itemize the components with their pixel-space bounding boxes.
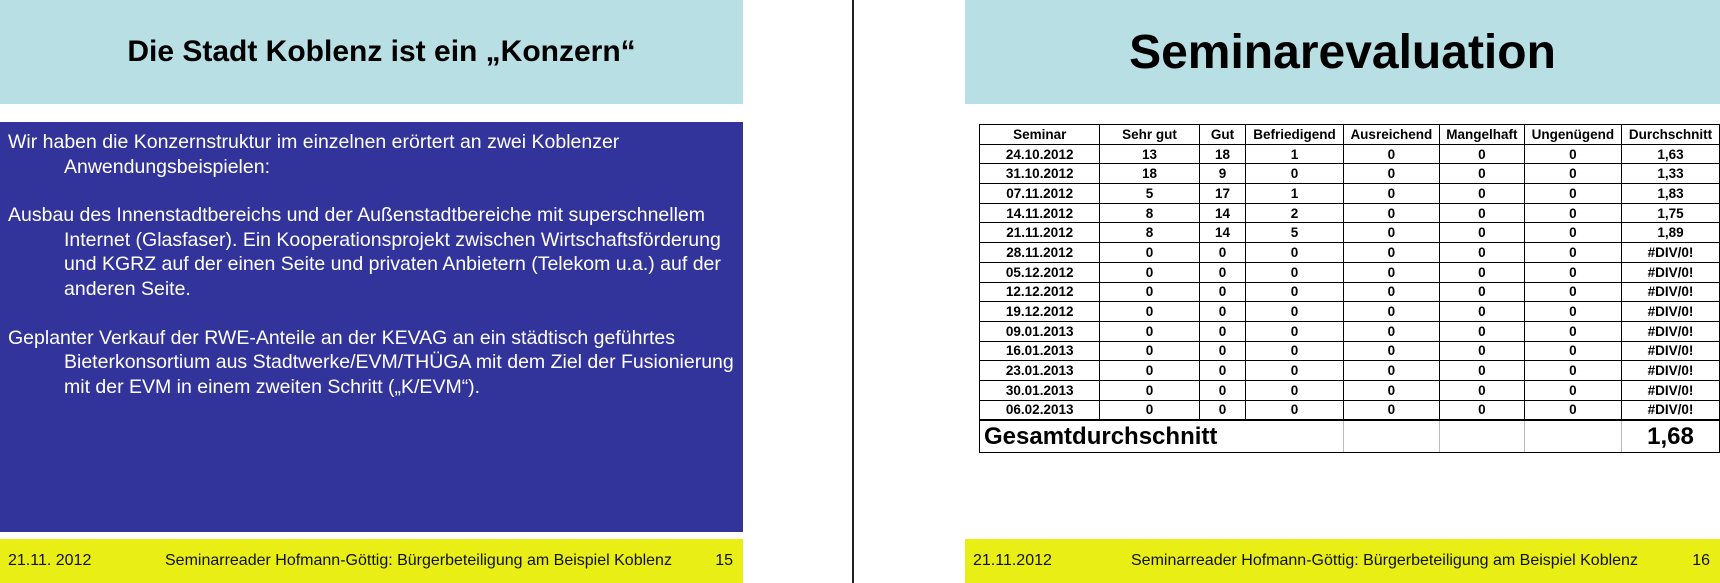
table-row xyxy=(980,164,1720,184)
table-cell: 0 xyxy=(1440,164,1525,184)
table-cell: 0 xyxy=(1440,321,1525,341)
table-cell: #DIV/0! xyxy=(1621,380,1719,400)
table-cell: 0 xyxy=(1343,321,1439,341)
table-cell: 0 xyxy=(1440,302,1525,322)
table-cell: 0 xyxy=(1524,243,1621,263)
table-cell: #DIV/0! xyxy=(1621,243,1719,263)
table-cell: 14 xyxy=(1199,223,1246,243)
page-divider xyxy=(852,0,854,583)
table-cell: 0 xyxy=(1246,400,1343,420)
table-cell: 05.12.2012 xyxy=(980,262,1100,282)
table-row xyxy=(980,144,1720,164)
table-cell: #DIV/0! xyxy=(1621,282,1719,302)
table-cell: 0 xyxy=(1343,203,1439,223)
total-row xyxy=(980,420,1720,453)
table-cell: 5 xyxy=(1100,184,1199,204)
table-row xyxy=(980,203,1720,223)
table-cell: 0 xyxy=(1100,302,1199,322)
table-cell: 16.01.2013 xyxy=(980,341,1100,361)
total-empty-cell xyxy=(1246,420,1343,453)
table-cell: 0 xyxy=(1440,243,1525,263)
table-cell: 0 xyxy=(1343,243,1439,263)
table-cell: 0 xyxy=(1343,341,1439,361)
table-cell: 0 xyxy=(1524,203,1621,223)
table-cell: 24.10.2012 xyxy=(980,144,1100,164)
footer-page-number: 16 xyxy=(1692,552,1710,569)
table-cell: 0 xyxy=(1343,262,1439,282)
table-cell: 18 xyxy=(1100,164,1199,184)
table-cell: 0 xyxy=(1100,321,1199,341)
footer-title: Seminarreader Hofmann-Göttig: Bürgerbeteiligung am Beispiel Koblenz xyxy=(165,552,672,569)
table-cell: 07.11.2012 xyxy=(980,184,1100,204)
table-cell: 0 xyxy=(1343,144,1439,164)
table-cell: 0 xyxy=(1440,223,1525,243)
table-cell: 0 xyxy=(1246,302,1343,322)
table-cell: 1 xyxy=(1246,184,1343,204)
table-cell: 1 xyxy=(1246,144,1343,164)
table-cell: 0 xyxy=(1100,243,1199,263)
table-row xyxy=(980,341,1720,361)
table-cell: 0 xyxy=(1524,282,1621,302)
table-cell: #DIV/0! xyxy=(1621,262,1719,282)
table-cell: 0 xyxy=(1246,262,1343,282)
table-cell: 0 xyxy=(1100,380,1199,400)
table-cell: 31.10.2012 xyxy=(980,164,1100,184)
table-cell: 0 xyxy=(1246,341,1343,361)
table-row xyxy=(980,282,1720,302)
footer-date: 21.11.2012 xyxy=(973,552,1052,569)
table-cell: 0 xyxy=(1246,164,1343,184)
table-cell: #DIV/0! xyxy=(1621,341,1719,361)
left-slide xyxy=(0,0,850,583)
table-cell: 0 xyxy=(1343,184,1439,204)
table-header-cell: Mangelhaft xyxy=(1440,125,1525,145)
table-cell: 8 xyxy=(1100,223,1199,243)
table-cell: 0 xyxy=(1343,380,1439,400)
table-cell: 0 xyxy=(1343,400,1439,420)
table-cell: 0 xyxy=(1246,380,1343,400)
table-cell: 0 xyxy=(1524,164,1621,184)
table-cell: 0 xyxy=(1524,223,1621,243)
table-cell: 0 xyxy=(1343,282,1439,302)
table-row xyxy=(980,223,1720,243)
total-empty-cell xyxy=(1440,420,1525,453)
left-slide-footer xyxy=(0,539,743,583)
table-row xyxy=(980,400,1720,420)
table-cell: 0 xyxy=(1343,164,1439,184)
table-row xyxy=(980,380,1720,400)
left-slide-content xyxy=(0,122,743,532)
table-cell: 0 xyxy=(1100,361,1199,381)
table-row xyxy=(980,361,1720,381)
table-cell: 1,89 xyxy=(1621,223,1719,243)
table-cell: 0 xyxy=(1440,184,1525,204)
table-row xyxy=(980,262,1720,282)
table-cell: 1,63 xyxy=(1621,144,1719,164)
table-cell: 2 xyxy=(1246,203,1343,223)
table-cell: 0 xyxy=(1199,380,1246,400)
table-cell: #DIV/0! xyxy=(1621,302,1719,322)
table-header-row xyxy=(980,125,1720,145)
table-header-cell: Durchschnitt xyxy=(1621,125,1719,145)
table-cell: 06.02.2013 xyxy=(980,400,1100,420)
table-cell: 0 xyxy=(1440,262,1525,282)
table-header-cell: Ungenügend xyxy=(1524,125,1621,145)
table-cell: 0 xyxy=(1524,184,1621,204)
table-cell: 18 xyxy=(1199,144,1246,164)
table-row xyxy=(980,302,1720,322)
table-cell: 0 xyxy=(1343,223,1439,243)
table-cell: 5 xyxy=(1246,223,1343,243)
right-slide xyxy=(855,0,1720,583)
total-empty-cell xyxy=(1524,420,1621,453)
table-cell: #DIV/0! xyxy=(1621,361,1719,381)
content-paragraph-3: Geplanter Verkauf der RWE-Anteile an der KEVAG an ein städtisch geführtes Bieterkonsortium aus Stadtwerke/EVM/THÜGA mit dem Ziel der Fusionierung mit der EVM in einem zweiten Schritt („K/EVM“). xyxy=(8,326,734,398)
table-cell: 1,33 xyxy=(1621,164,1719,184)
table-cell: 0 xyxy=(1524,380,1621,400)
table-cell: 0 xyxy=(1440,203,1525,223)
footer-date: 21.11. 2012 xyxy=(8,552,92,569)
total-empty-cell xyxy=(1343,420,1439,453)
table-header-cell: Seminar xyxy=(980,125,1100,145)
table-cell: 0 xyxy=(1199,282,1246,302)
table-cell: 13 xyxy=(1100,144,1199,164)
table-cell: 0 xyxy=(1343,302,1439,322)
content-paragraph-1: Wir haben die Konzernstruktur im einzelnen erörtert an zwei Koblenzer Anwendungsbeispielen: xyxy=(8,131,620,178)
table-cell: 0 xyxy=(1440,144,1525,164)
table-cell: 0 xyxy=(1524,321,1621,341)
table-cell: #DIV/0! xyxy=(1621,321,1719,341)
table-cell: 0 xyxy=(1100,341,1199,361)
table-cell: 0 xyxy=(1100,400,1199,420)
total-value: 1,68 xyxy=(1621,420,1719,453)
table-row xyxy=(980,243,1720,263)
table-cell: 23.01.2013 xyxy=(980,361,1100,381)
table-header-cell: Sehr gut xyxy=(1100,125,1199,145)
table-cell: 14 xyxy=(1199,203,1246,223)
table-cell: 0 xyxy=(1199,400,1246,420)
table-cell: 0 xyxy=(1440,380,1525,400)
table-cell: 0 xyxy=(1524,341,1621,361)
table-cell: 1,83 xyxy=(1621,184,1719,204)
table-cell: 0 xyxy=(1440,341,1525,361)
table-cell: 0 xyxy=(1199,243,1246,263)
table-cell: 17 xyxy=(1199,184,1246,204)
table-cell: 0 xyxy=(1440,282,1525,302)
table-header-cell: Befriedigend xyxy=(1246,125,1343,145)
footer-title: Seminarreader Hofmann-Göttig: Bürgerbeteiligung am Beispiel Koblenz xyxy=(1131,552,1638,569)
left-slide-title: Die Stadt Koblenz ist ein „Konzern“ xyxy=(0,0,743,104)
content-paragraph-2: Ausbau des Innenstadtbereichs und der Außenstadtbereiche mit superschnellem Internet (Glasfaser). Ein Kooperationsprojekt zwischen Wirtschaftsförderung und KGRZ auf der einen Seite und privaten Anbietern (Telekom u.a.) auf der anderen Seite. xyxy=(8,204,721,300)
table-cell: 8 xyxy=(1100,203,1199,223)
table-cell: 0 xyxy=(1100,282,1199,302)
right-slide-title: Seminarevaluation xyxy=(965,0,1720,104)
table-cell: 0 xyxy=(1199,321,1246,341)
table-row xyxy=(980,184,1720,204)
table-cell: 12.12.2012 xyxy=(980,282,1100,302)
table-cell: #DIV/0! xyxy=(1621,400,1719,420)
table-cell: 0 xyxy=(1524,144,1621,164)
table-header-cell: Gut xyxy=(1199,125,1246,145)
table-cell: 14.11.2012 xyxy=(980,203,1100,223)
table-cell: 1,75 xyxy=(1621,203,1719,223)
table-cell: 0 xyxy=(1246,321,1343,341)
evaluation-table-container xyxy=(979,124,1720,453)
table-cell: 0 xyxy=(1199,341,1246,361)
table-cell: 28.11.2012 xyxy=(980,243,1100,263)
table-cell: 0 xyxy=(1199,361,1246,381)
table-cell: 0 xyxy=(1524,361,1621,381)
table-body xyxy=(980,144,1720,420)
table-cell: 0 xyxy=(1246,243,1343,263)
footer-page-number: 15 xyxy=(715,552,733,569)
table-cell: 0 xyxy=(1524,262,1621,282)
table-cell: 30.01.2013 xyxy=(980,380,1100,400)
table-cell: 0 xyxy=(1246,282,1343,302)
table-cell: 0 xyxy=(1440,361,1525,381)
table-row xyxy=(980,321,1720,341)
table-cell: 0 xyxy=(1440,400,1525,420)
table-cell: 0 xyxy=(1199,262,1246,282)
table-cell: 0 xyxy=(1524,400,1621,420)
table-cell: 0 xyxy=(1343,361,1439,381)
right-slide-footer xyxy=(965,539,1720,583)
table-cell: 0 xyxy=(1100,262,1199,282)
table-cell: 0 xyxy=(1524,302,1621,322)
evaluation-table xyxy=(979,124,1720,453)
table-cell: 0 xyxy=(1246,361,1343,381)
total-label: Gesamtdurchschnitt xyxy=(980,420,1246,453)
table-cell: 21.11.2012 xyxy=(980,223,1100,243)
table-cell: 09.01.2013 xyxy=(980,321,1100,341)
table-cell: 0 xyxy=(1199,302,1246,322)
table-header-cell: Ausreichend xyxy=(1343,125,1439,145)
table-cell: 9 xyxy=(1199,164,1246,184)
table-cell: 19.12.2012 xyxy=(980,302,1100,322)
